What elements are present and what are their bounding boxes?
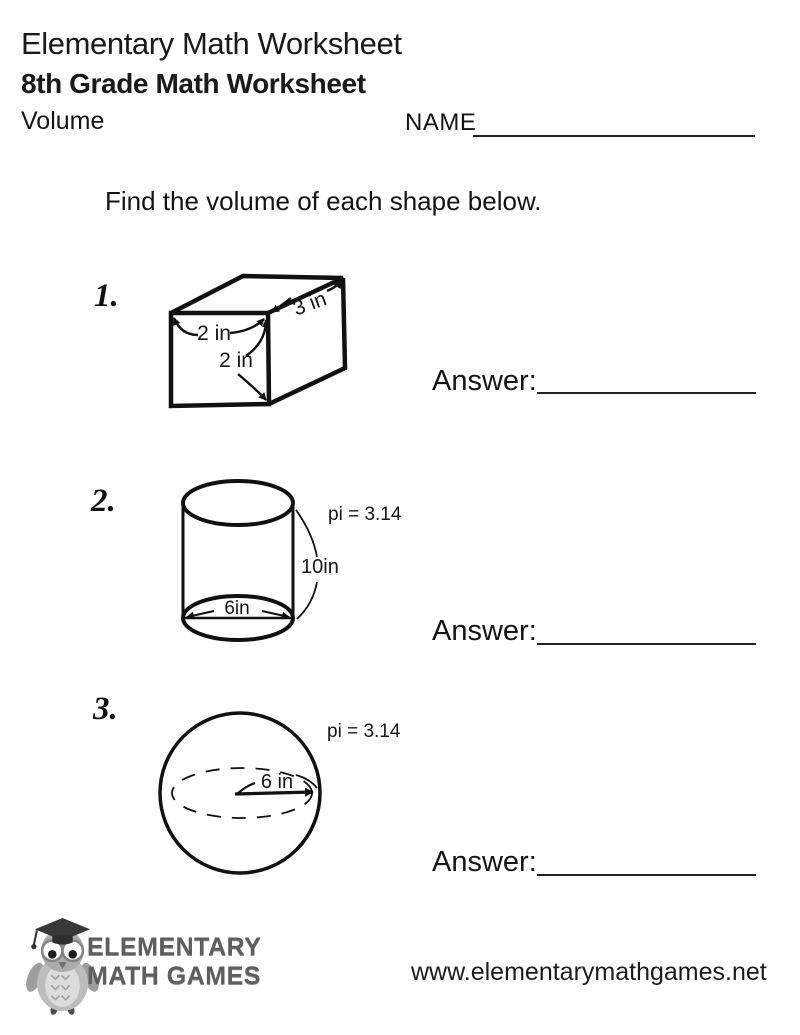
answer-2-line[interactable] xyxy=(537,643,756,645)
prism-width-label: 2 in xyxy=(197,322,231,345)
logo-line-1: ELEMENTARY xyxy=(87,933,262,961)
worksheet-topic: Volume xyxy=(21,107,105,135)
problem-2-number: 2. xyxy=(91,483,116,519)
sphere-figure xyxy=(150,702,410,882)
problem-3-number: 3. xyxy=(93,691,118,727)
cylinder-pi-note: pi = 3.14 xyxy=(328,504,402,525)
website-url: www.elementarymathgames.net xyxy=(411,958,767,986)
worksheet-subtitle: 8th Grade Math Worksheet xyxy=(21,68,366,99)
instruction-text: Find the volume of each shape below. xyxy=(105,186,542,216)
problem-1-number: 1. xyxy=(94,278,119,314)
prism-depth-label: 3 in xyxy=(289,287,330,321)
sphere-pi-note: pi = 3.14 xyxy=(327,721,401,742)
logo-wordmark xyxy=(87,933,261,991)
answer-3-line[interactable] xyxy=(537,874,756,876)
cylinder-height-label: 10in xyxy=(301,556,339,578)
cylinder-diameter-label: 6in xyxy=(224,598,250,619)
cylinder-figure xyxy=(170,472,410,662)
worksheet-title: Elementary Math Worksheet xyxy=(21,26,402,61)
logo-line-2: MATH GAMES xyxy=(87,962,261,990)
answer-2-label: Answer: xyxy=(432,615,537,647)
answer-1-line[interactable] xyxy=(537,392,756,394)
prism-height-label: 2 in xyxy=(219,349,253,372)
name-input-line[interactable] xyxy=(473,135,755,137)
answer-3-label: Answer: xyxy=(432,846,537,878)
rectangular-prism-figure xyxy=(150,262,370,427)
name-label: NAME xyxy=(405,109,477,136)
answer-1-label: Answer: xyxy=(432,365,537,397)
sphere-radius-label: 6 in xyxy=(260,771,294,793)
